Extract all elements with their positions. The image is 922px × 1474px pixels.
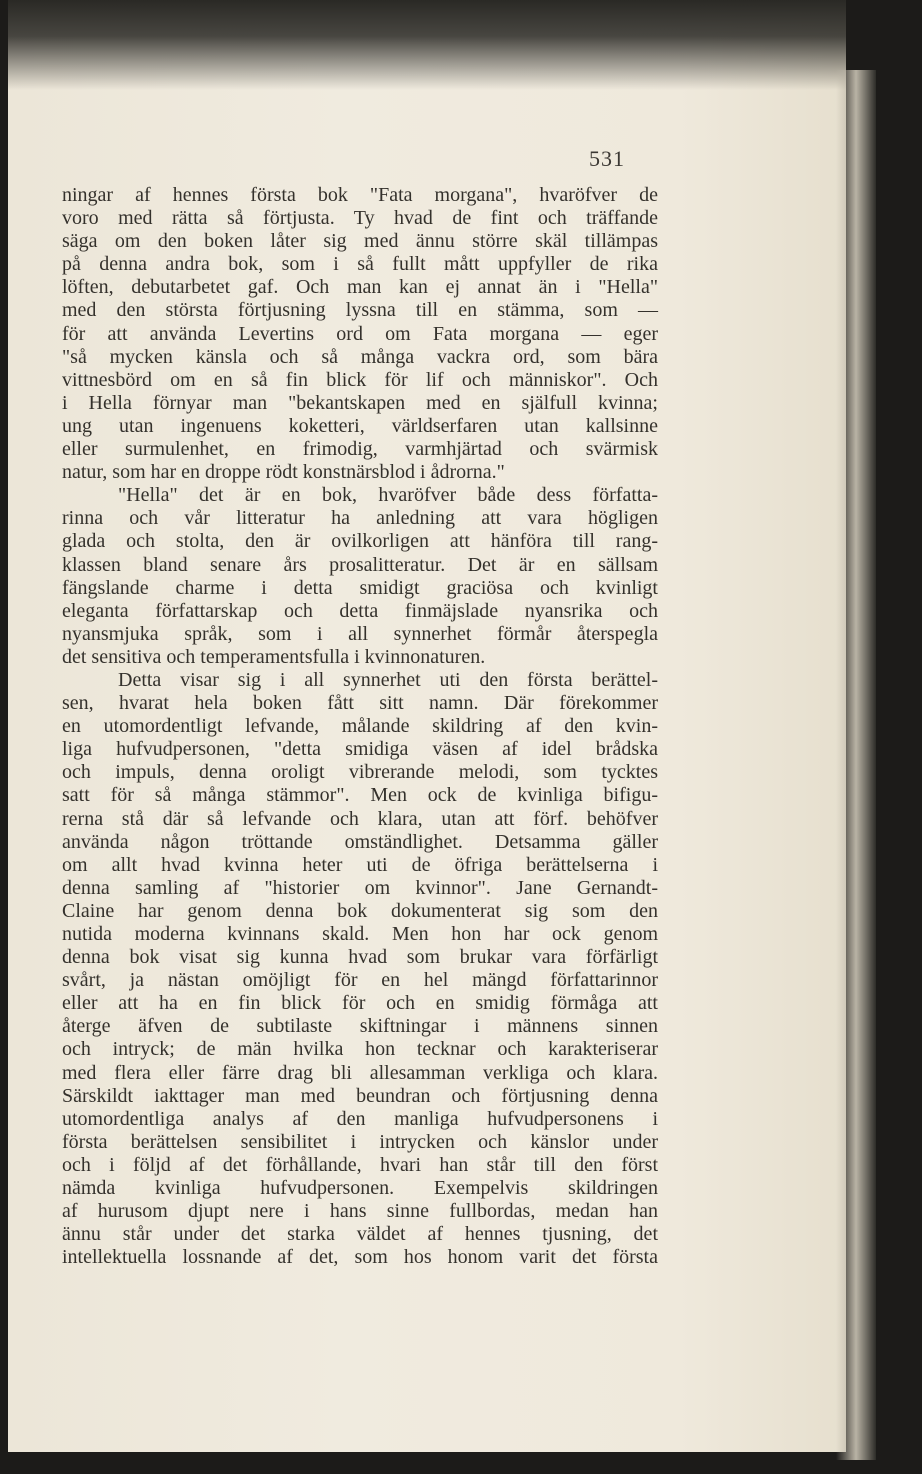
text-line: rerna stå där så lefvande och klara, utan att förf. behöfver	[62, 807, 658, 830]
text-line: en utomordentligt lefvande, målande skildring af den kvin-	[62, 715, 658, 738]
text-line: intellektuella lossnande af det, som hos honom varit det första	[62, 1246, 658, 1269]
text-line: på denna andra bok, som i så fullt mått uppfyller de rika	[62, 253, 658, 276]
text-line: med den största förtjusning lyssna till en stämma, som —	[62, 299, 658, 322]
text-line: rinna och vår litteratur ha anledning att vara högligen	[62, 507, 658, 530]
text-line: och intryck; de män hvilka hon tecknar och karakteriserar	[62, 1038, 658, 1061]
text-line: Detta visar sig i all synnerhet uti den första berättel-	[118, 668, 658, 691]
text-line: glada och stolta, den är ovilkorligen att hänföra till rang-	[62, 530, 658, 553]
text-line: "Hella" det är en bok, hvaröfver både dess författa-	[118, 484, 658, 507]
text-line: i Hella förnyar man "bekantskapen med en själfull kvinna;	[62, 391, 658, 414]
text-line: Särskildt iakttager man med beundran och förtjusning denna	[62, 1084, 658, 1107]
text-line: och i följd af det förhållande, hvari han står till den först	[62, 1153, 658, 1176]
text-line: klassen bland senare års prosalitteratur. Det är en sällsam	[62, 553, 658, 576]
text-line: voro med rätta så förtjusta. Ty hvad de fint och träffande	[62, 207, 658, 230]
text-line: det sensitiva och temperamentsfulla i kvinnonaturen.	[62, 645, 486, 668]
text-line: första berättelsen sensibilitet i intrycken och känslor under	[62, 1130, 658, 1153]
text-line: eller att ha en fin blick för och en smidig förmåga att	[62, 992, 658, 1015]
text-line: ningar af hennes första bok "Fata morgana", hvaröfver de	[62, 184, 658, 206]
body-text	[62, 184, 658, 1269]
text-line: nyansmjuka språk, som i all synnerhet förmår återspegla	[62, 622, 658, 645]
text-line: denna bok visat sig kunna hvad som brukar vara förfärligt	[62, 946, 658, 969]
text-line: svårt, ja nästan omöjligt för en hel mängd författarinnor	[62, 969, 658, 992]
text-line: nämda kvinliga hufvudpersonen. Exempelvis skildringen	[62, 1177, 658, 1200]
top-shadow	[8, 0, 846, 90]
text-line: och impuls, denna oroligt vibrerande melodi, som tycktes	[62, 761, 658, 784]
text-line: nutida moderna kvinnans skald. Men hon har ock genom	[62, 923, 658, 945]
text-line: af hurusom djupt nere i hans sinne fullbordas, medan han	[62, 1200, 658, 1223]
text-line: använda någon tröttande omständlighet. Detsamma gäller	[62, 830, 658, 853]
text-line: "så mycken känsla och så många vackra ord, som bära	[62, 345, 658, 368]
page-number: 531	[589, 146, 625, 171]
text-line: sen, hvarat hela boken fått sitt namn. Där förekommer	[62, 692, 658, 715]
page-edge-shadow	[836, 70, 876, 1460]
text-line: för att använda Levertins ord om Fata morgana — eger	[62, 322, 658, 345]
text-line: eleganta författarskap och detta finmäjslade nyansrika och	[62, 599, 658, 622]
text-line: liga hufvudpersonen, "detta smidiga väsen af idel brådska	[62, 738, 658, 761]
text-line: utomordentliga analys af den manliga hufvudpersonens i	[62, 1107, 658, 1130]
text-line: Claine har genom denna bok dokumenterat sig som den	[62, 899, 658, 922]
text-line: satt för så många stämmor". Men ock de kvinliga bifigu-	[62, 784, 658, 807]
text-line: natur, som har en droppe rödt konstnärsblod i ådrorna."	[62, 461, 505, 484]
text-line: fängslande charme i detta smidigt graciösa och kvinligt	[62, 576, 658, 599]
text-line: denna samling af "historier om kvinnor". Jane Gernandt-	[62, 876, 658, 899]
text-line: om allt hvad kvinna heter uti de öfriga berättelserna i	[62, 853, 658, 876]
text-line: eller surmulenhet, en frimodig, varmhjärtad och svärmisk	[62, 438, 658, 461]
text-line: vittnesbörd om en så fin blick för lif och människor". Och	[62, 368, 658, 391]
text-line: återge äfven de subtilaste skiftningar i männens sinnen	[62, 1015, 658, 1038]
text-line: ännu står under det starka väldet af hennes tjusning, det	[62, 1223, 658, 1246]
text-line: med flera eller färre drag bli allesamman verkliga och klara.	[62, 1061, 658, 1084]
text-line: löften, debutarbetet gaf. Och man kan ej annat än i "Hella"	[62, 276, 658, 299]
text-line: säga om den boken låter sig med ännu större skäl tillämpas	[62, 230, 658, 253]
text-line: ung utan ingenuens koketteri, världserfaren utan kallsinne	[62, 414, 658, 437]
